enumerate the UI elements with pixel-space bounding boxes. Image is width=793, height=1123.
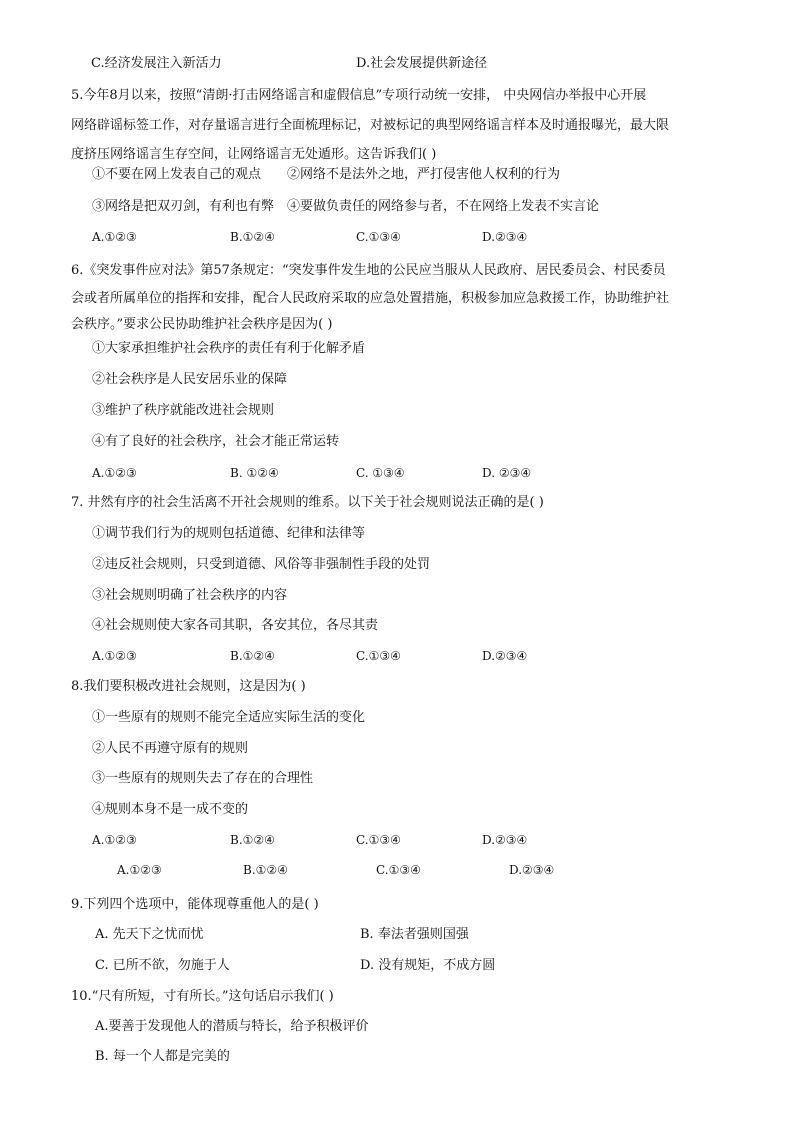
question-9-option-a: A. 先天下之忧而忧 (95, 927, 204, 942)
question-7-statement-1: ①调节我们行为的规则包括道德、纪律和法律等 (92, 526, 366, 541)
question-6-stem-line-3: 会秩序。”要求公民协助维护社会秩序是因为( ) (71, 317, 333, 332)
question-5-option-a: A.①②③ (92, 230, 137, 244)
question-5-statement-row-2: ③网络是把双刃剑，有利也有弊 ④要做负责任的网络参与者，不在网络上发表不实言论 (92, 199, 600, 214)
question-5-option-b: B.①②④ (230, 230, 275, 244)
question-8-repeat-option-b: B.①②④ (243, 863, 288, 877)
question-7-option-a: A.①②③ (92, 649, 137, 663)
question-6-statement-2: ②社会秩序是人民安居乐业的保障 (92, 372, 288, 387)
question-10-option-b: B. 每一个人都是完美的 (95, 1049, 230, 1064)
question-8-statement-3: ③一些原有的规则失去了存在的合理性 (92, 771, 314, 786)
question-9-option-d: D. 没有规矩，不成方圆 (360, 958, 496, 973)
question-5-option-c: C.①③④ (356, 230, 401, 244)
question-7-option-b: B.①②④ (230, 649, 275, 663)
question-6-option-a: A.①②③ (92, 466, 137, 480)
question-6-statement-1: ①大家承担维护社会秩序的责任有利于化解矛盾 (92, 341, 366, 356)
question-8-statement-1: ①一些原有的规则不能完全适应实际生活的变化 (92, 710, 366, 725)
question-6-option-d: D. ②③④ (482, 466, 532, 480)
question-6-stem-line-1: 6.《突发事件应对法》第57条规定：“突发事件发生地的公民应当服从人民政府、居民委员会、村民委员 (71, 263, 666, 278)
question-6-option-c: C. ①③④ (356, 466, 405, 480)
question-5-stem-line-3: 度挤压网络谣言生存空间，让网络谣言无处遁形。这告诉我们( ) (71, 147, 437, 162)
question-8-option-d: D.②③④ (482, 833, 528, 847)
question-5-stem-line-1: 5.今年8月以来，按照“清朗·打击网络谣言和虚假信息”专项行动统一安排， 中央网信办举报中心开展 (71, 88, 647, 103)
question-5-statement-row-1: ①不要在网上发表自己的观点 ②网络不是法外之地，严打侵害他人权利的行为 (92, 167, 561, 182)
question-5-stem-line-2: 网络辟谣标签工作，对存量谣言进行全面梳理标记，对被标记的典型网络谣言样本及时通报曝光，最大限 (71, 118, 670, 133)
question-6-stem-line-2: 会或者所属单位的指挥和安排，配合人民政府采取的应急处置措施，积极参加应急救援工作，协助维护社 (71, 291, 670, 306)
question-10-stem: 10.“尺有所短，寸有所长。”这句话启示我们( ) (71, 989, 334, 1004)
question-7-statement-2: ②违反社会规则，只受到道德、风俗等非强制性手段的处罚 (92, 557, 431, 572)
question-8-option-c: C.①③④ (356, 833, 401, 847)
question-7-statement-3: ③社会规则明确了社会秩序的内容 (92, 588, 288, 603)
question-8-stem: 8.我们要积极改进社会规则，这是因为( ) (71, 679, 306, 694)
question-5-option-d: D.②③④ (482, 230, 528, 244)
question-7-option-c: C.①③④ (356, 649, 401, 663)
question-8-repeat-option-c: C.①③④ (376, 863, 421, 877)
question-9-option-c: C. 已所不欲，勿施于人 (95, 958, 230, 973)
option-d: D.社会发展提供新途径 (356, 56, 488, 71)
question-6-statement-3: ③维护了秩序就能改进社会规则 (92, 403, 275, 418)
question-8-repeat-option-a: A.①②③ (117, 863, 162, 877)
question-8-statement-4: ④规则本身不是一成不变的 (92, 802, 249, 817)
question-8-option-a: A.①②③ (92, 833, 137, 847)
question-8-option-b: B.①②④ (230, 833, 275, 847)
question-7-stem: 7. 井然有序的社会生活离不开社会规则的维系。以下关于社会规则说法正确的是( ) (71, 495, 544, 510)
question-8-repeat-option-d: D.②③④ (509, 863, 555, 877)
question-10-option-a: A.要善于发现他人的潜质与特长，给予积极评价 (95, 1019, 369, 1034)
question-9-option-b: B. 奉法者强则国强 (360, 927, 469, 942)
option-c: C.经济发展注入新活力 (91, 56, 222, 71)
question-7-option-d: D.②③④ (482, 649, 528, 663)
question-6-statement-4: ④有了良好的社会秩序，社会才能正常运转 (92, 434, 340, 449)
question-8-statement-2: ②人民不再遵守原有的规则 (92, 741, 249, 756)
question-6-option-b: B. ①②④ (230, 466, 279, 480)
question-7-statement-4: ④社会规则使大家各司其职，各安其位，各尽其责 (92, 618, 379, 633)
question-9-stem: 9.下列四个选项中，能体现尊重他人的是( ) (71, 897, 319, 912)
